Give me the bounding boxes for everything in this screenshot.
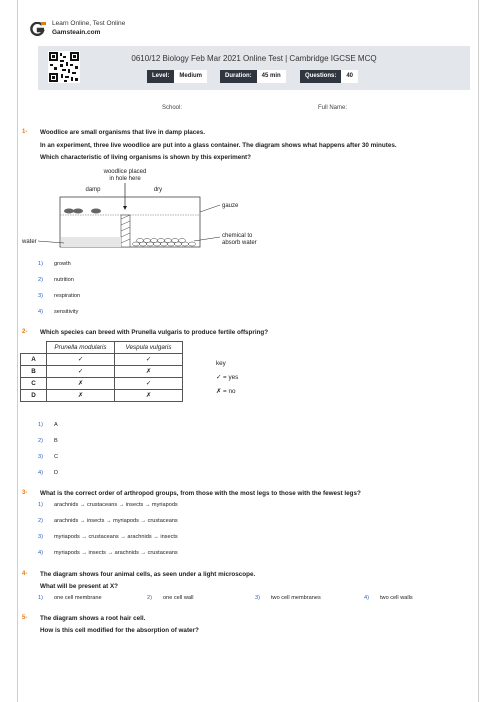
level-value: Medium (174, 70, 207, 83)
question-number: 3- (22, 490, 28, 496)
test-banner (38, 46, 470, 90)
answer-option[interactable]: 2) nutrition (38, 277, 74, 283)
question-number: 2- (22, 329, 28, 335)
answer-option[interactable]: 3) respiration (38, 293, 81, 299)
question-text: Woodlice are small organisms that live in damp places. (40, 129, 206, 136)
questions-badge (300, 70, 358, 83)
answer-option[interactable]: 3) C (38, 454, 59, 460)
species-table (20, 341, 183, 402)
answer-option[interactable]: 3) myriapods → crustaceans → arachnids → insects (38, 534, 178, 540)
table-key-yes: ✓ = yes (216, 374, 239, 381)
question-number: 4- (22, 571, 28, 577)
question-text: Which species can breed with Prunella vulgaris to produce fertile offspring? (40, 329, 269, 336)
question-text: How is this cell modified for the absorption of water? (40, 627, 199, 634)
table-row: A ✓ ✓ (21, 354, 183, 366)
duration-badge (220, 70, 286, 83)
answer-option[interactable]: 3) two cell membranes (255, 595, 321, 601)
answer-option[interactable]: 1) growth (38, 261, 71, 267)
diagram-label-chemical: chemical to (222, 233, 253, 239)
table-header: Vespula vulgaris (115, 342, 183, 354)
page-border-left (17, 0, 18, 702)
site-header (30, 18, 280, 44)
diagram-label-water: water (22, 239, 37, 245)
brand-tagline: Learn Online, Test Online (52, 20, 126, 27)
level-label: Level: (147, 70, 174, 83)
page-border-right (478, 0, 479, 702)
table-row: C ✗ ✓ (21, 378, 183, 390)
question-number: 1- (22, 129, 28, 135)
question-text: The diagram shows a root hair cell. (40, 615, 146, 622)
level-badge (147, 70, 207, 83)
diagram-label-absorb: absorb water (222, 240, 257, 246)
question-text: The diagram shows four animal cells, as seen under a light microscope. (40, 571, 256, 578)
questions-value: 40 (341, 70, 358, 83)
table-key-no: ✗ = no (216, 388, 236, 395)
answer-option[interactable]: 4) two cell walls (364, 595, 413, 601)
answer-option[interactable]: 1) arachnids → crustaceans → insects → myriapods (38, 502, 178, 508)
table-row: D ✗ ✗ (21, 390, 183, 402)
woodlice-experiment-diagram (22, 165, 282, 251)
question-1 (22, 129, 462, 329)
question-number: 5- (22, 615, 28, 621)
fullname-field-label[interactable]: Full Name: (318, 105, 348, 111)
brand-site-link[interactable]: Gamsteain.com (52, 29, 101, 36)
table-row: B ✓ ✗ (21, 366, 183, 378)
duration-value: 45 min (257, 70, 286, 83)
diagram-label-woodlice: woodlice placed (103, 169, 147, 175)
question-text: What is the correct order of arthropod groups, from those with the most legs to those with the fewest legs? (40, 490, 361, 497)
question-4 (22, 571, 462, 607)
test-title: 0610/12 Biology Feb Mar 2021 Online Test | Cambridge IGCSE MCQ (131, 54, 377, 63)
answer-option[interactable]: 1) A (38, 422, 58, 428)
question-2 (22, 329, 462, 341)
diagram-label-dry: dry (153, 187, 163, 193)
logo-icon (30, 22, 46, 36)
question-5 (22, 615, 462, 639)
question-text: What will be present at X? (40, 583, 119, 590)
answer-option[interactable]: 4) D (38, 470, 59, 476)
table-header: Prunella modularis (47, 342, 115, 354)
answer-option[interactable]: 1) one cell membrane (38, 595, 102, 601)
questions-label: Questions: (300, 70, 341, 83)
diagram-label-hole: in hole here (109, 176, 141, 182)
question-text: In an experiment, three live woodlice are put into a glass container. The diagram shows what happens after 30 minutes. (40, 142, 397, 149)
question-3 (22, 490, 462, 560)
diagram-label-gauze: gauze (222, 203, 239, 209)
question-text: Which characteristic of living organisms is shown by this experiment? (40, 154, 251, 161)
answer-option[interactable]: 4) myriapods → insects → arachnids → crustaceans (38, 550, 178, 556)
duration-label: Duration: (220, 70, 257, 83)
answer-option[interactable]: 2) one cell wall (147, 595, 194, 601)
answer-option[interactable]: 2) arachnids → insects → myriapods → crustaceans (38, 518, 178, 524)
answer-option[interactable]: 4) sensitivity (38, 309, 79, 315)
answer-option[interactable]: 2) B (38, 438, 58, 444)
table-key-title: key (216, 360, 226, 367)
school-field-label[interactable]: School: (162, 105, 183, 111)
diagram-label-damp: damp (85, 187, 101, 193)
